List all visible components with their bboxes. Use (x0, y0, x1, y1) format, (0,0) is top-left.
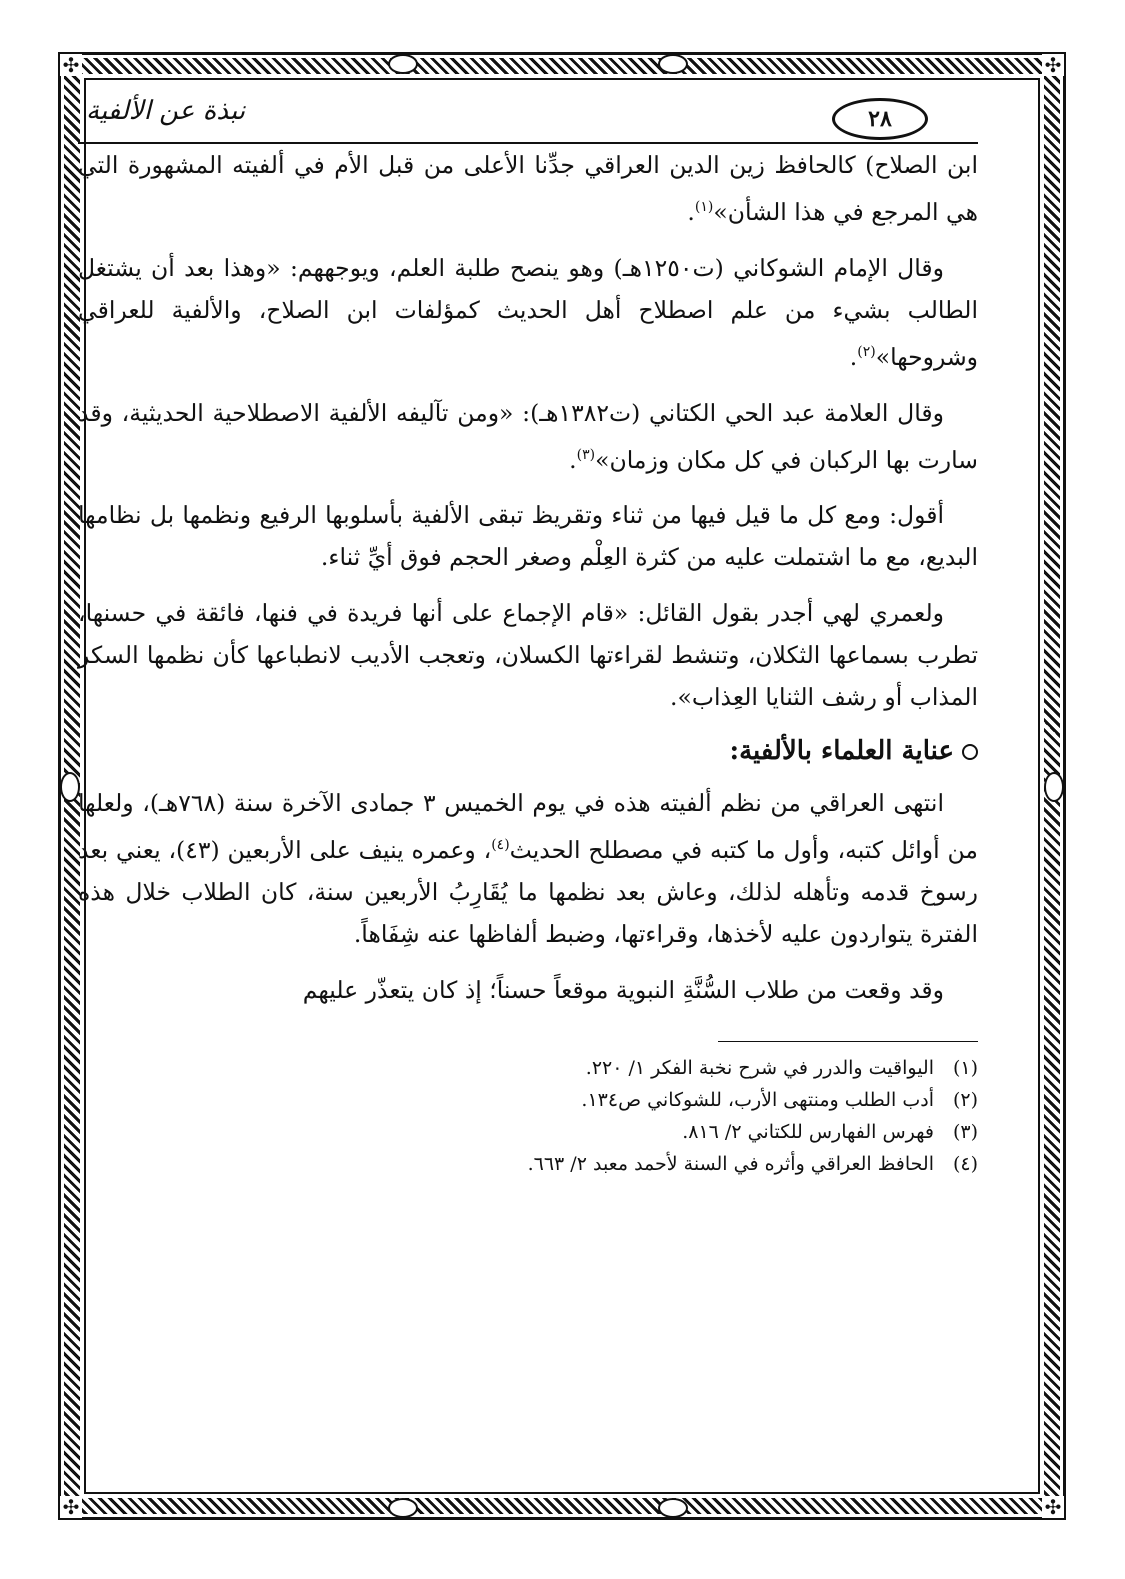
footnote (78, 1052, 978, 1084)
corner-ornament-icon: ✣ (60, 1496, 82, 1518)
page-header (78, 90, 978, 144)
corner-ornament-icon: ✣ (60, 54, 82, 76)
circle-bullet-icon (962, 744, 978, 760)
paragraph: أقول: ومع كل ما قيل فيها من ثناء وتقريظ تبقى الألفية بأسلوبها الرفيع ونظمها بل نظامها البديع، مع ما اشتملت عليه من كثرة العِلْم وصغر الحجم فوق أيِّ ثناء. (78, 501, 978, 572)
footnote-mark: (١) (952, 1057, 978, 1080)
footnote-mark: (٤) (952, 1153, 978, 1176)
page-content (78, 90, 978, 1495)
footnote-ref: (٤) (491, 837, 510, 854)
paragraph (78, 782, 978, 955)
footnote-text: اليواقيت والدرر في شرح نخبة الفكر ١/ ٢٢٠. (585, 1057, 934, 1080)
paragraph (78, 392, 978, 481)
footnote-text: أدب الطلب ومنتهى الأرب، للشوكاني ص١٣٤. (581, 1089, 934, 1112)
paragraph: وقد وقعت من طلاب السُّنَّةِ النبوية موقعاً حسناً؛ إذ كان يتعذّر عليهم (302, 976, 944, 1005)
paragraph (78, 144, 978, 233)
paragraph-end: . (849, 342, 858, 371)
section-heading-text: عناية العلماء بالألفية: (729, 736, 954, 767)
paragraph-end: . (569, 445, 577, 474)
paragraph-text: وقال العلامة عبد الحي الكتاني (ت١٣٨٢هـ): «ومن تآليفه الألفية الاصطلاحية الحديثية، وقد سارت بها الركبان في كل مكان وزمان» (78, 398, 978, 474)
section-heading (78, 730, 978, 772)
ring-ornament-icon (388, 1498, 418, 1518)
paragraph-text: انتهى العراقي من نظم ألفيته هذه في يوم الخميس ٣ جمادى الآخرة سنة (٧٦٨هـ)، ولعلها من أوائل كتبه، وأول ما كتبه في مصطلح الحديث (78, 789, 978, 865)
corner-ornament-icon: ✣ (1042, 1496, 1064, 1518)
footnote-ref: (٢) (857, 343, 876, 360)
corner-ornament-icon: ✣ (1042, 54, 1064, 76)
page-number: ٢٨ (832, 98, 928, 140)
paragraph-text: ابن الصلاح) كالحافظ زين الدين العراقي جدِّنا الأعلى من قبل الأم في ألفيته المشهورة التي هي المرجع في هذا الشأن» (78, 151, 978, 226)
footnote-mark: (٣) (952, 1121, 978, 1144)
footnote-mark: (٢) (952, 1089, 978, 1112)
body-text (78, 144, 978, 1011)
paragraph-text: ، وعمره ينيف على الأربعين (٤٣)، يعني بعد رسوخ قدمه وتأهله لذلك، وعاش بعد نظمها ما يُقَارِبُ الأربعين سنة، كان الطلاب خلال هذه الفترة يتواردون عليه لأخذها، وقراءتها، وضبط ألفاظها عنه شِفَاهاً. (78, 836, 978, 949)
footnote (78, 1116, 978, 1148)
footnote-separator (718, 1041, 978, 1042)
footnotes (78, 1052, 978, 1180)
paragraph: ولعمري لهي أجدر بقول القائل: «قام الإجماع على أنها فريدة في فنها، فائقة في حسنها، تطرب بسماعها الثكلان، وتنشط لقراءتها الكسلان، وتعجب الأديب لانطباعها كأن نظمها السكر المذاب أو رشف الثنايا العِذاب». (78, 599, 978, 712)
footnote-text: فهرس الفهارس للكتاني ٢/ ٨١٦. (682, 1121, 934, 1144)
footnote-ref: (١) (694, 199, 714, 215)
paragraph (78, 247, 978, 378)
footnote (78, 1084, 978, 1116)
ring-ornament-icon (388, 54, 418, 74)
running-title: نبذة عن الألفية (86, 96, 246, 126)
footnote-text: الحافظ العراقي وأثره في السنة لأحمد معبد ٢/ ٦٦٣. (527, 1153, 934, 1176)
footnote-ref: (٣) (576, 446, 596, 463)
paragraph-end: . (687, 197, 695, 226)
paragraph-text: وقال الإمام الشوكاني (ت١٢٥٠هـ) وهو ينصح طلبة العلم، ويوجههم: «وهذا بعد أن يشتغل الطالب بشيء من علم اصطلاح أهل الحديث كمؤلفات ابن الصلاح، والألفية للعراقي وشروحها» (78, 253, 978, 371)
ring-ornament-icon (658, 1498, 688, 1518)
ring-ornament-icon (1044, 772, 1064, 802)
footnote (78, 1148, 978, 1180)
ring-ornament-icon (60, 772, 80, 802)
ring-ornament-icon (658, 54, 688, 74)
